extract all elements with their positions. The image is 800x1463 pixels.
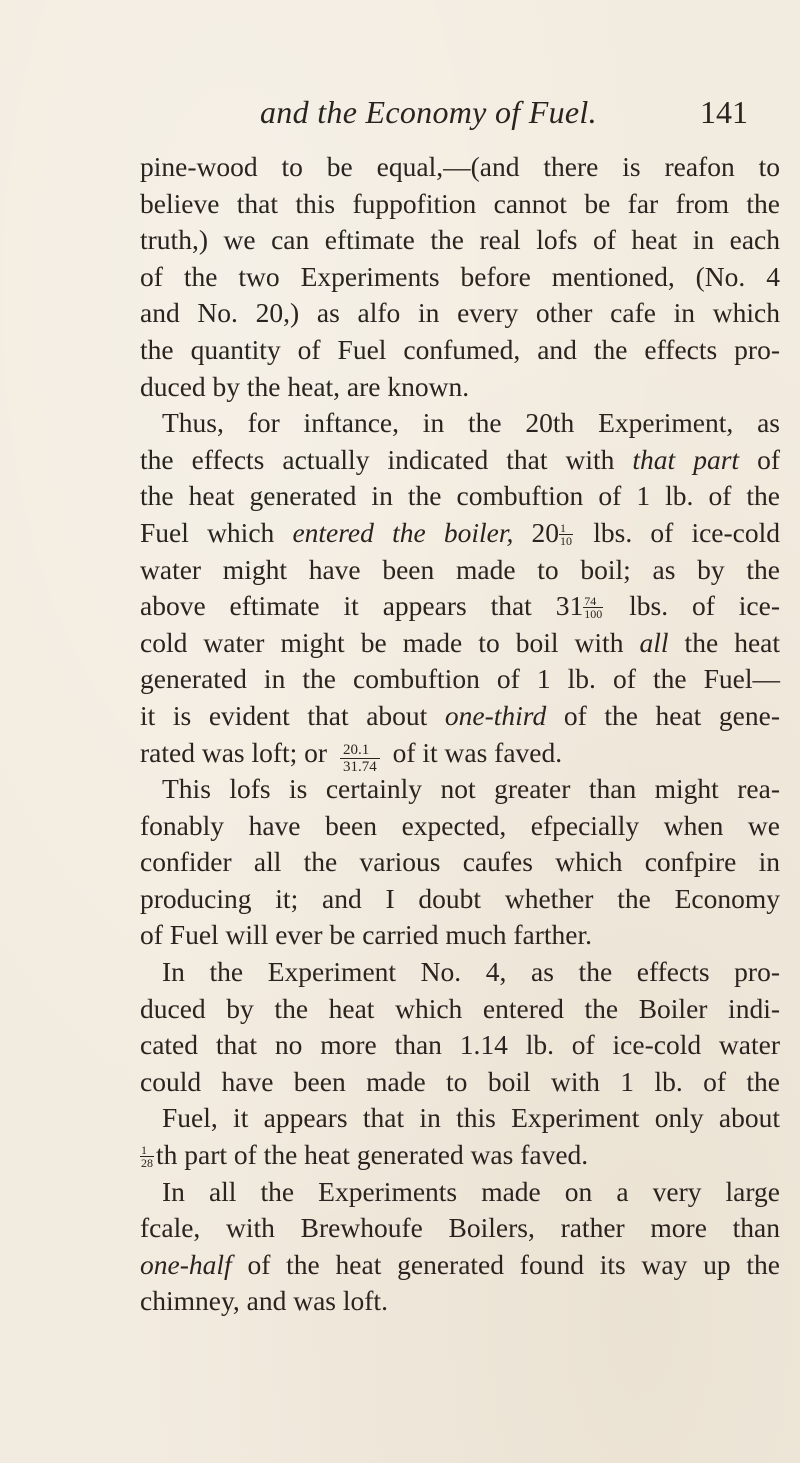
text-line: duced by the heat, are known. [140, 370, 470, 402]
italic-emphasis: all [639, 626, 669, 658]
text-line: believe that this fuppofition cannot be far from the [140, 187, 780, 219]
text-line [140, 515, 780, 552]
text-segment: lbs. of ice- [605, 590, 780, 622]
fraction-numerator: 20.1 [340, 742, 380, 759]
text-line: This lofs is certainly not greater than might rea- [162, 773, 780, 805]
text-segment: lbs. of ice-cold [575, 516, 780, 548]
page-header [0, 94, 800, 134]
text-segment: rated was loft; or [140, 736, 334, 768]
text-line: In the Experiment No. 4, as the effects pro- [162, 956, 780, 988]
text-line: water might have been made to boil; as by the [140, 553, 780, 585]
text-line: Fuel, it appears that in this Experiment only about [162, 1102, 780, 1134]
italic-emphasis: one-half [140, 1248, 232, 1280]
fraction [559, 522, 573, 547]
text-line [140, 735, 780, 775]
text-line: the quantity of Fuel confumed, and the effects pro- [140, 333, 780, 365]
italic-emphasis: that part [632, 443, 740, 475]
fraction-denominator: 31.74 [342, 758, 377, 775]
text-line: of the two Experiments before mentioned, (No. 4 [140, 260, 780, 292]
fraction-numerator: 1 [559, 522, 573, 535]
page-number: 141 [700, 94, 748, 130]
text-line [140, 1137, 780, 1174]
body-text [140, 149, 780, 1320]
text-line [140, 442, 780, 479]
text-line: could have been made to boil with 1 lb. of the [140, 1065, 780, 1097]
text-line: confider all the various caufes which confpire in [140, 846, 780, 878]
fraction [140, 1144, 154, 1169]
fraction-numerator: 1 [140, 1144, 154, 1157]
text-line: generated in the combuftion of 1 lb. of the Fuel— [140, 663, 780, 695]
text-line: Thus, for inftance, in the 20th Experiment, as [162, 407, 780, 439]
running-title: and the Economy of Fuel. [260, 94, 597, 130]
text-segment: cold water might be made to boil with [140, 626, 640, 658]
italic-emphasis: one-third [444, 699, 547, 731]
text-segment: of it was faved. [385, 736, 563, 768]
text-line: the heat generated in the combuftion of 1 lb. of the [140, 480, 780, 512]
text-segment: of the heat generated found its way up the [231, 1248, 780, 1280]
text-line: fonably have been expected, efpecially when we [140, 809, 780, 841]
text-segment: the heat [668, 626, 780, 658]
text-segment: above eftimate it appears that 31 [140, 590, 584, 622]
text-line [140, 698, 780, 735]
text-line: producing it; and I doubt whether the Economy [140, 882, 780, 914]
text-line: cated that no more than 1.14 lb. of ice-cold water [140, 1029, 780, 1061]
fraction-denominator: 28 [141, 1156, 153, 1171]
text-segment: th part of the heat generated was faved. [156, 1139, 589, 1171]
text-line [140, 588, 780, 625]
text-segment: it is evident that about [140, 699, 445, 731]
text-line [140, 625, 780, 662]
text-line: of Fuel will ever be carried much farther. [140, 919, 593, 951]
text-segment: Fuel which [140, 516, 293, 548]
text-line: fcale, with Brewhoufe Boilers, rather more than [140, 1212, 780, 1244]
text-line: In all the Experiments made on a very large [162, 1175, 780, 1207]
text-segment: of the heat gene- [546, 699, 780, 731]
mixed-number-whole: 20 [513, 516, 560, 548]
text-segment: the effects actually indicated that with [140, 443, 633, 475]
text-line: and No. 20,) as alfo in every other cafe in which [140, 297, 780, 329]
text-line: truth,) we can eftimate the real lofs of heat in each [140, 224, 780, 256]
fraction-denominator: 10 [560, 534, 573, 549]
fraction [340, 742, 380, 775]
text-line: chimney, and was loft. [140, 1285, 388, 1317]
italic-emphasis: entered the boiler, [292, 516, 514, 548]
fraction-denominator: 100 [584, 607, 603, 622]
text-line: duced by the heat which entered the Boiler indi- [140, 992, 780, 1024]
text-line [140, 1247, 780, 1284]
text-line: pine-wood to be equal,—(and there is reafon to [140, 151, 780, 182]
fraction-numerator: 74 [583, 595, 603, 608]
text-segment: of [739, 443, 780, 475]
fraction [583, 595, 603, 620]
